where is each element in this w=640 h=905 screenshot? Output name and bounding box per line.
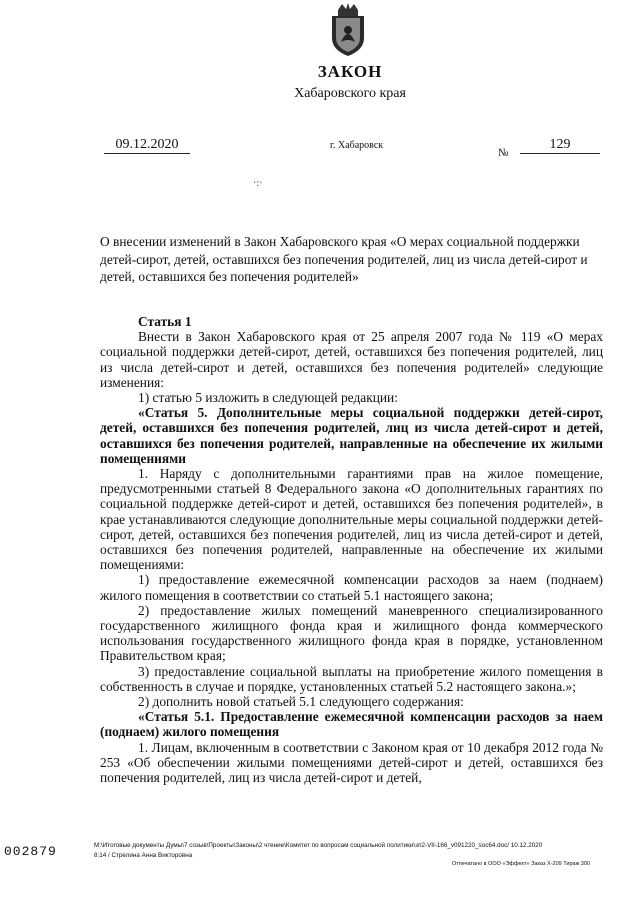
document-city: г. Хабаровск	[330, 140, 384, 151]
document-region: Хабаровского края	[294, 86, 406, 101]
paragraph: 1. Наряду с дополнительными гарантиями прав на жилое помещение, предусмотренными статьей 8 Федерального закона «О дополнительных гарантиях по социальной поддержке детей-сирот и детей, оставшихся без попечения родителей», в крае устанавливаются следующие дополнительные меры социальной поддержки детей-сирот, детей, оставшихся без попечения родителей, лиц из числа детей-сирот и детей, оставшихся без попечения родителей, направленные на обеспечение их жилыми помещениями:	[100, 466, 603, 573]
coat-of-arms-emblem	[328, 2, 368, 58]
paragraph: Внести в Закон Хабаровского края от 25 апреля 2007 года № 119 «О мерах социальной поддержки детей-сирот, детей, оставшихся без попечения родителей, лиц из числа детей-сирот и детей, оставшихся без попечения родителей» следующие изменения:	[100, 329, 603, 390]
article-5-1-heading: «Статья 5.1. Предоставление ежемесячной компенсации расходов за наем (поднаем) жилого помещения	[100, 709, 603, 740]
document-number: 129	[520, 137, 600, 154]
document-date: 09.12.2020	[104, 137, 190, 154]
paragraph: 1. Лицам, включенным в соответствии с Законом края от 10 декабря 2012 года № 253 «Об обеспечении жилыми помещениями детей-сирот и детей, оставшихся без попечения родителей, лиц из числа детей-сирот и детей,	[100, 739, 603, 786]
document-title: ЗАКОН	[317, 62, 383, 81]
article-5-heading: «Статья 5. Дополнительные меры социальной поддержки детей-сирот, детей, оставшихся без попечения родителей, лиц из числа детей-сирот и детей, оставшихся без попечения родителей, направленные на обеспечение их жилыми помещениями	[100, 405, 603, 466]
article-1-heading: Статья 1	[138, 314, 192, 329]
scan-dots: ·:·	[253, 178, 263, 189]
paragraph: 1) статью 5 изложить в следующей редакции:	[138, 390, 398, 406]
number-label: №	[498, 147, 509, 159]
print-info: Отпечатано в ООО «Эффект» Заказ Х-209 Тираж 300	[452, 861, 590, 867]
document-body	[100, 314, 603, 785]
document-subject: О внесении изменений в Закон Хабаровского края «О мерах социальной поддержки детей-сирот, детей, оставшихся без попечения родителей, лиц из числа детей-сирот и детей, оставшихся без попечения родителей»	[100, 234, 588, 284]
paragraph: 3) предоставление социальной выплаты на приобретение жилого помещения в собственность в случае и порядке, установленных статьей 5.2 настоящего закона.»;	[100, 663, 603, 694]
paragraph: 2) предоставление жилых помещений маневренного специализированного государственного жилищного фонда края и жилищного фонда коммерческого использования государственного жилищного фонда края в порядке, установленном Правительством края;	[100, 602, 603, 664]
paragraph: 1) предоставление ежемесячной компенсации расходов за наем (поднаем) жилого помещения в соответствии со статьей 5.1 настоящего закона;	[100, 572, 603, 603]
registration-stamp: 002879	[4, 844, 57, 859]
file-path: M:\Итоговые документы Думы\7 созыв\Проекты\Законы\2 чтение\Комитет по вопросам социальной политики\зп2-VII-166_v091220_soc64.doc/ 10.12.2020	[94, 842, 543, 849]
author-line: 8:14 / Стрелина Анна Викторовна	[94, 852, 193, 859]
paragraph: 2) дополнить новой статьей 5.1 следующего содержания:	[138, 694, 464, 710]
